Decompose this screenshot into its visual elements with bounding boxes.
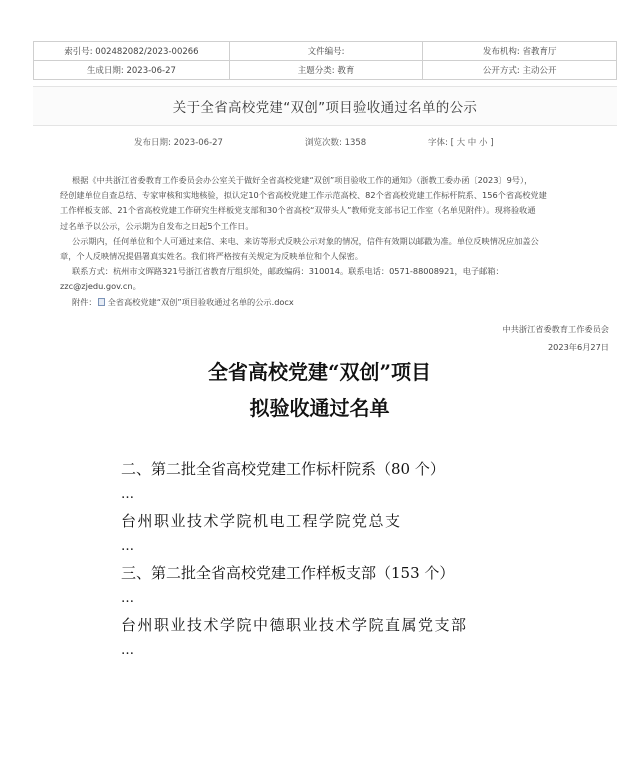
signing-date: 2023年6月27日 xyxy=(547,342,609,352)
notice-title-bar xyxy=(33,86,617,126)
body-line: 过名单予以公示，公示期为自发布之日起5个工作日。 xyxy=(60,220,254,231)
topic-category: 主题分类: 教育 xyxy=(229,61,423,80)
section-heading: 三、第二批全省高校党建工作样板支部（153 个） xyxy=(121,564,455,582)
signing-organization: 中共浙江省委教育工作委员会 xyxy=(502,324,609,334)
body-line: 章，个人反映情况提倡署真实姓名。我们将严格按有关规定为反映单位和个人保密。 xyxy=(60,251,363,262)
body-line: 联系方式：杭州市文晖路321号浙江省教育厅组织处，邮政编码：310014。联系电话：0571-88008921，电子邮箱： xyxy=(72,266,504,277)
body-line: 经创建单位自查总结、专家审核和实地核验，拟认定10个省高校党建工作示范高校、82个省高校党建工作标杆院系、156个省高校党建 xyxy=(60,190,547,201)
file-number: 文件编号: xyxy=(229,42,423,61)
ellipsis: … xyxy=(121,643,134,658)
approved-list xyxy=(121,456,621,664)
section-heading: 二、第二批全省高校党建工作标杆院系（80 个） xyxy=(121,460,445,478)
body-line: 工作样板支部、21个省高校党建工作研究生样板党支部和30个省高校“双带头人”教师党支部书记工作室（名单见附件）。现将验收通 xyxy=(60,205,536,216)
doc-title-line: 全省高校党建“双创”项目 xyxy=(207,360,431,384)
index-number: 索引号: 002482082/2023-00266 xyxy=(34,42,230,61)
document-icon xyxy=(98,298,105,306)
doc-title-line: 拟验收通过名单 xyxy=(249,396,390,420)
attachment-line xyxy=(60,295,596,310)
ellipsis: … xyxy=(121,487,134,502)
disclosure-method: 公开方式: 主动公开 xyxy=(423,61,617,80)
signature-block xyxy=(503,320,609,356)
ellipsis: … xyxy=(121,539,134,554)
attachment-link[interactable]: 全省高校党建“双创”项目验收通过名单的公示.docx xyxy=(107,296,294,307)
attachment-document-title xyxy=(0,354,639,426)
document-metadata-table xyxy=(33,41,617,80)
publish-date: 发布日期: 2023-06-27 xyxy=(134,138,223,148)
generation-date: 生成日期: 2023-06-27 xyxy=(34,61,230,80)
list-item: 台州职业技术学院中德职业技术学院直属党支部 xyxy=(121,616,468,634)
publisher: 发布机构: 省教育厅 xyxy=(423,42,617,61)
attachment-label: 附件： xyxy=(72,296,97,307)
metadata-row xyxy=(34,61,617,80)
font-size-selector[interactable]: 字体: [ 大 中 小 ] xyxy=(428,138,494,148)
body-line: 公示期内，任何单位和个人可通过来信、来电、来访等形式反映公示对象的情况，信件有效期以邮戳为准。单位反映情况应加盖公 xyxy=(72,235,539,246)
body-line: 根据《中共浙江省委教育工作委员会办公室关于做好全省高校党建“双创”项目验收工作的通知》（浙教工委办函〔2023〕9号）， xyxy=(72,175,533,185)
body-line: zzc@zjedu.gov.cn。 xyxy=(60,281,141,292)
notice-title: 关于全省高校党建“双创”项目验收通过名单的公示 xyxy=(172,100,478,116)
notice-body xyxy=(60,173,596,310)
view-count: 浏览次数: 1358 xyxy=(305,138,367,148)
ellipsis: … xyxy=(121,591,134,606)
metadata-row xyxy=(34,42,617,61)
list-item: 台州职业技术学院机电工程学院党总支 xyxy=(121,512,402,530)
